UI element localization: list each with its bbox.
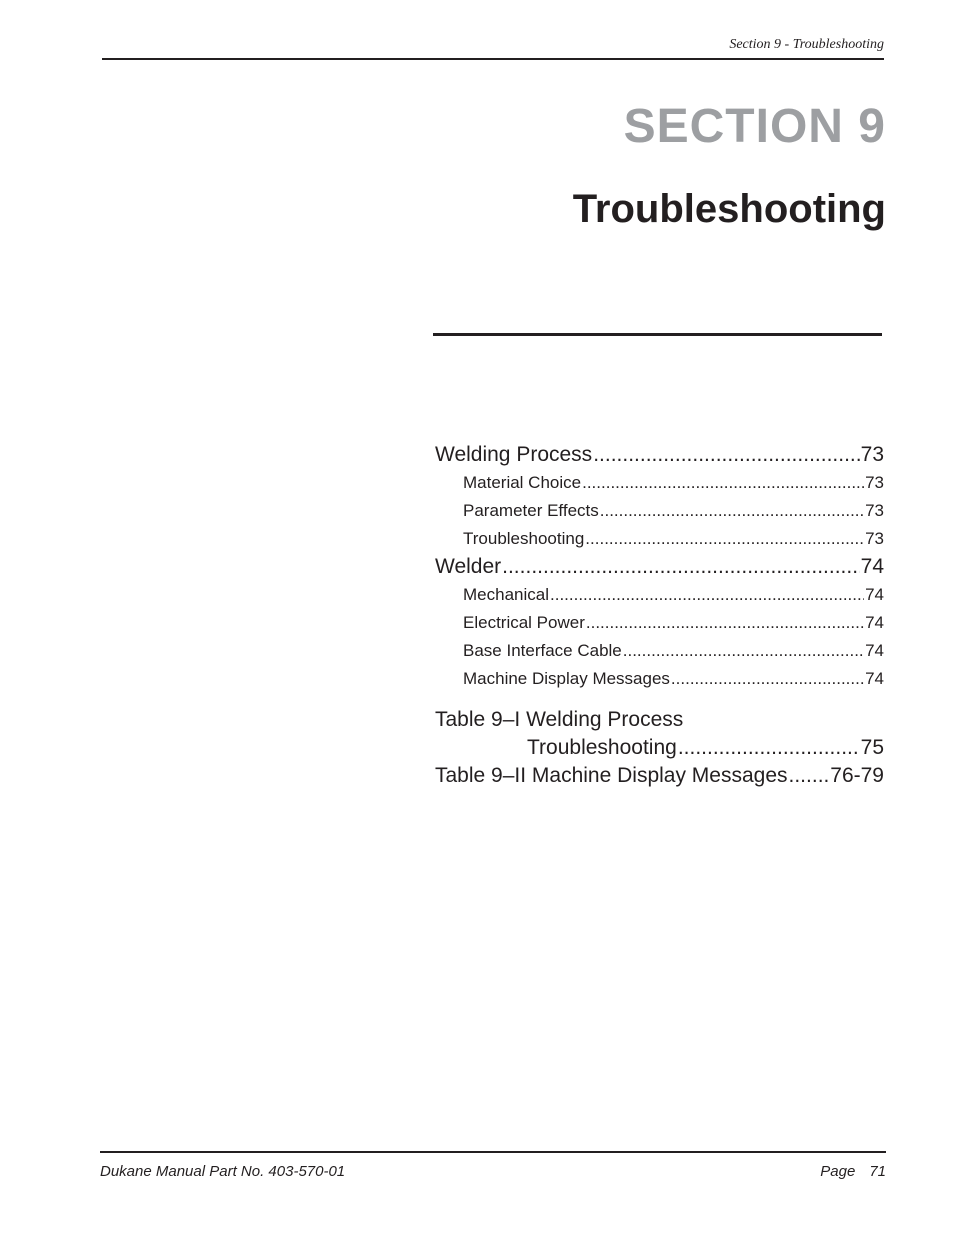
toc-entry-table-9-1[interactable] bbox=[435, 734, 884, 762]
toc-entry-page: 74 bbox=[865, 585, 884, 604]
footer-page-label: Page bbox=[820, 1163, 856, 1180]
toc-entry-page: 76-79 bbox=[830, 764, 884, 787]
footer-page-number: 71 bbox=[869, 1163, 886, 1180]
toc-entry-welding-process[interactable] bbox=[435, 441, 884, 469]
toc-entry-parameter-effects[interactable] bbox=[435, 497, 884, 525]
section-label: SECTION 9 bbox=[623, 100, 886, 153]
toc-entry-page: 73 bbox=[860, 443, 884, 466]
toc-leader bbox=[671, 665, 864, 693]
toc-entry-label: Troubleshooting bbox=[527, 736, 677, 759]
toc-entry-label: Electrical Power bbox=[463, 613, 585, 632]
toc-entry-mechanical[interactable] bbox=[435, 581, 884, 609]
toc-entry-page: 74 bbox=[865, 641, 884, 660]
toc-leader bbox=[502, 553, 860, 581]
title-rule bbox=[433, 333, 882, 336]
toc-entry-page: 73 bbox=[865, 529, 884, 548]
toc-entry-table-9-2[interactable] bbox=[435, 762, 884, 790]
toc-leader bbox=[593, 441, 859, 469]
toc-entry-page: 74 bbox=[860, 555, 884, 578]
toc-entry-page: 75 bbox=[860, 736, 884, 759]
toc-entry-welder[interactable] bbox=[435, 553, 884, 581]
toc-entry-label: Parameter Effects bbox=[463, 501, 599, 520]
toc-leader bbox=[678, 734, 860, 762]
toc-entry-table-9-1-title[interactable]: Table 9–I Welding Process bbox=[435, 708, 684, 731]
running-header: Section 9 - Troubleshooting bbox=[729, 37, 884, 52]
toc-entry-material-choice[interactable] bbox=[435, 469, 884, 497]
toc-entry-troubleshooting[interactable] bbox=[435, 525, 884, 553]
toc-leader bbox=[623, 637, 864, 665]
toc-entry-label: Machine Display Messages bbox=[463, 669, 670, 688]
toc-gap bbox=[435, 693, 884, 706]
footer-page bbox=[820, 1163, 886, 1180]
section-title: Troubleshooting bbox=[572, 187, 886, 231]
toc-entry-page: 74 bbox=[865, 669, 884, 688]
toc-entry-page: 73 bbox=[865, 501, 884, 520]
toc-leader bbox=[585, 525, 864, 553]
toc-entry-label: Base Interface Cable bbox=[463, 641, 622, 660]
toc-entry-label: Table 9–II Machine Display Messages bbox=[435, 764, 788, 787]
toc-leader bbox=[789, 762, 830, 790]
toc-entry-page: 73 bbox=[865, 473, 884, 492]
footer-rule bbox=[100, 1151, 886, 1153]
toc-leader bbox=[586, 609, 864, 637]
toc-entry-label: Material Choice bbox=[463, 473, 582, 492]
toc-leader bbox=[582, 469, 864, 497]
toc-entry-page: 74 bbox=[865, 613, 884, 632]
toc-entry-label: Welding Process bbox=[435, 443, 593, 466]
toc-entry-machine-display-messages[interactable] bbox=[435, 665, 884, 693]
toc-leader bbox=[600, 497, 864, 525]
footer-manual-part: Dukane Manual Part No. 403-570-01 bbox=[100, 1163, 346, 1180]
header-rule bbox=[102, 58, 884, 60]
toc-entry-label: Mechanical bbox=[463, 585, 549, 604]
toc-leader bbox=[550, 581, 864, 609]
toc-entry-base-interface-cable[interactable] bbox=[435, 637, 884, 665]
toc-entry-electrical-power[interactable] bbox=[435, 609, 884, 637]
table-of-contents bbox=[435, 441, 884, 790]
toc-entry-label: Troubleshooting bbox=[463, 529, 585, 548]
toc-entry-label: Welder bbox=[435, 555, 502, 578]
